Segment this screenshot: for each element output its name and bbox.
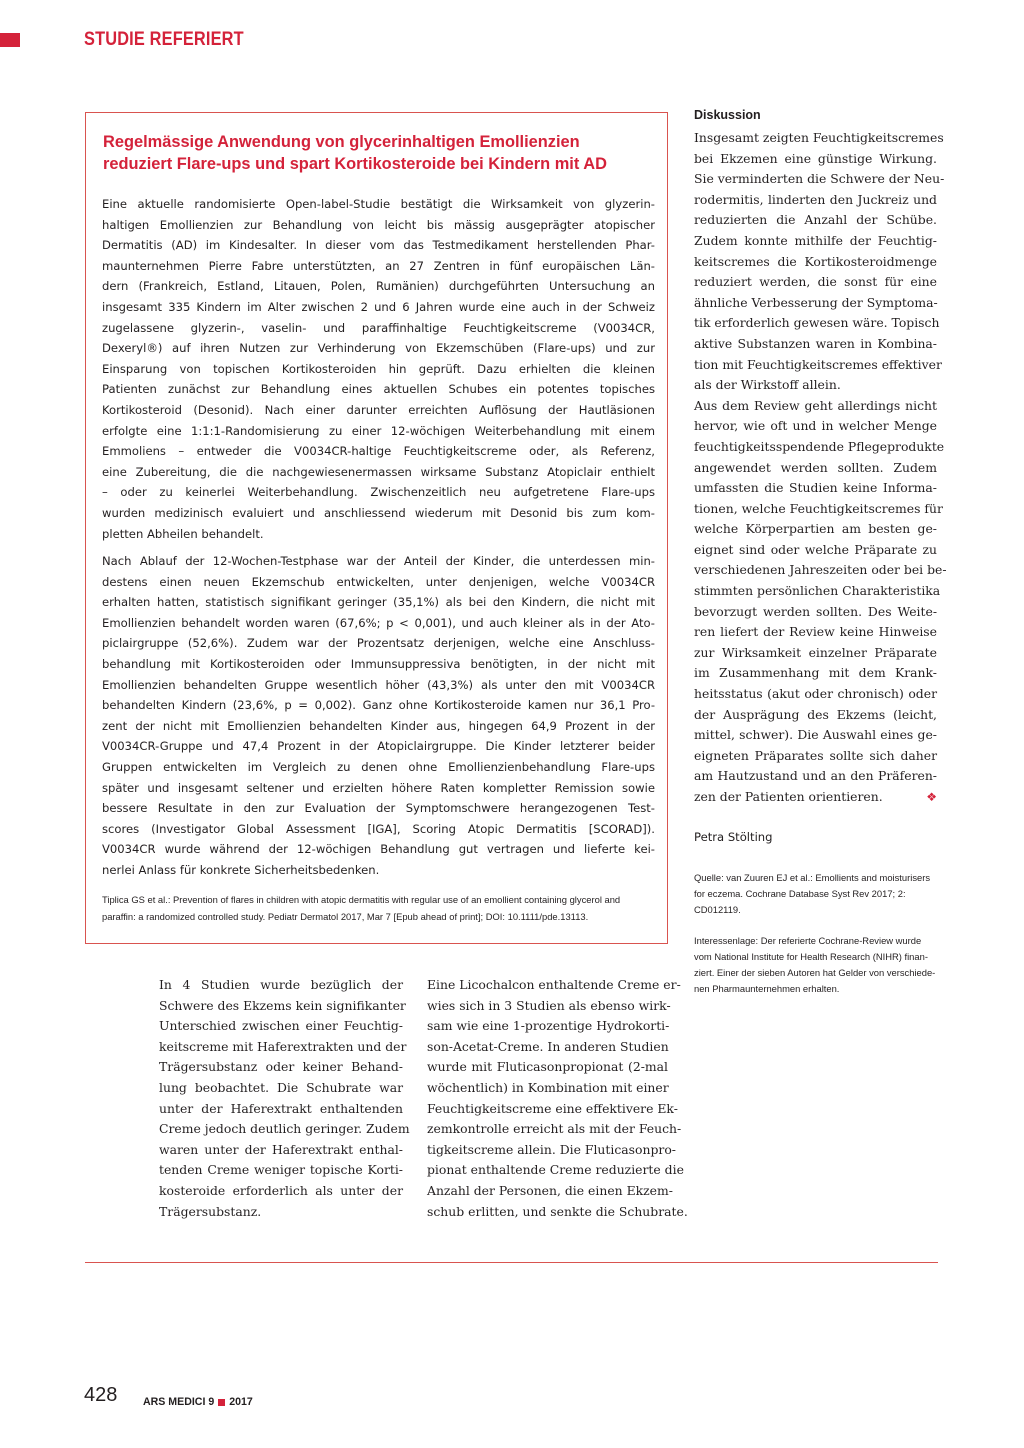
text-line: maunternehmen Pierre Fabre unterstützten, an 27 Zentren in fünf europäischen Län- [102,258,655,273]
column-left-text [159,975,410,1222]
text-line: Emmoliens – entweder die V0034CR-haltige Feuchtigkeitscreme oder, als Referenz, [102,444,655,459]
interest-note [694,933,937,997]
section-marker [0,33,20,47]
text-line: Nach Ablauf der 12-Wochen-Testphase war der Anteil der Kinder, die unterdessen min- [102,554,655,569]
text-line [694,787,937,808]
note-line: paraffin: a randomized controlled study. Pediatr Dermatol 2017, Mar 7 [Epub ahead of print]; DOI: 10.1111/pde.13113. [102,911,589,922]
bottom-divider [85,1262,938,1263]
text-line: zugelassene glyzerin-, vaselin- und paraffinhaltige Feuchtigkeitscreme (V0034CR, [102,320,655,335]
note-line: Tiplica GS et al.: Prevention of flares in children with atopic dermatitis with regular use of an emollient containing glycerol and [102,894,621,905]
text-line: tion mit Feuchtigkeitscremes effektiver [694,356,942,372]
text-line: wöchentlich) in Kombination mit einer [427,1079,669,1095]
text-line: lung beobachtet. Die Schubrate war [159,1079,403,1095]
text-line: Aus dem Review geht allerdings nicht [694,397,937,413]
text-line: behandelten Kindern (23,6%, p = 0,002). Ganz ohne Kortikosteroide kamen nur 36,1 Pro- [102,698,655,713]
text-line-content: zen der Patienten orientieren. [694,789,883,804]
text-line: mittel, schwer). Die Auswahl eines ge- [694,727,937,743]
text-line: pionat enthaltende Creme reduzierte die [427,1162,684,1178]
text-line: waren unter der Haferextrakt enthal- [159,1141,403,1157]
page-number: 428 [84,1384,118,1406]
text-line: bessere Resultate in den zur Evaluation der Symptomschwere herangezogenen Test- [102,801,655,816]
article-title [103,131,663,175]
text-line: verschiedenen Jahreszeiten oder bei be- [694,562,947,578]
text-line: piclairgruppe (52,6%). Zudem war der Prozentsatz derjenigen, welche eine Anschluss- [102,636,655,651]
text-line: aktive Substanzen waren in Kombina- [694,335,937,351]
discussion-text [694,128,947,808]
text-line: zent der nicht mit Emollienzien behandelten Kinder aus, hingegen 64,9 Prozent in der [102,718,655,733]
text-line: nerlei Anlass für konkrete Sicherheitsbedenken. [102,863,380,877]
journal-year: 2017 [229,1396,253,1408]
text-line: wurde mit Fluticasonpropionat (2-mal [427,1059,668,1075]
note-line: nen Pharmaunternehmen erhalten. [694,983,840,994]
text-line: unter der Haferextrakt enthaltenden [159,1100,403,1116]
text-line: Anzahl der Personen, die einen Ekzem- [427,1182,673,1198]
text-line: tenden Creme weniger topische Korti- [159,1162,403,1178]
discussion-paragraph [694,396,947,808]
text-line: tionen, welche Feuchtigkeitscremes für [694,500,943,516]
note-line: for eczema. Cochrane Database Syst Rev 2017; 2: [694,888,906,899]
text-line: son-Acetat-Creme. In anderen Studien [427,1038,669,1054]
text-line: haltigen Emollienzien zur Behandlung von leicht bis mässig ausgeprägter atopischer [102,217,655,232]
text-line: erfolgte eine 1:1:1-Randomisierung zu einer 12-wöchigen Weiterbehandlung mit einem [102,423,655,438]
text-line: Emollienzien behandelt worden waren (67,6%; p < 0,001), und auch kleiner als in der Ato- [102,615,655,630]
text-line: wies sich in 3 Studien als ebenso wirk- [427,997,671,1013]
note-line: Quelle: van Zuuren EJ et al.: Emollients and moisturisers [694,872,931,883]
footer-square [218,1399,225,1406]
text-line: der Ausprägung des Ekzems (leicht, [694,706,937,722]
article-reference [102,891,658,925]
article-paragraph [102,194,655,544]
column-middle-text [427,975,688,1222]
text-line: wurden medizinisch evaluiert und anschliessend wiederum mit Desonid bis zum kom- [102,505,655,520]
text-line: ähnliche Verbesserung der Symptoma- [694,294,938,310]
journal-footer [143,1396,253,1408]
text-line: kosteroide erforderlich als unter der [159,1182,403,1198]
text-line: schub erlitten, und senkte die Schubrate. [427,1203,688,1219]
text-line: Einsparung von topischen Kortikosteroiden hin geprüft. Dazu erhielten die kleinen [102,361,655,376]
text-line: später und insgesamt seltener und erzielten höhere Raten kompletter Remission sowie [102,780,655,795]
text-line: Unterschied zwischen einer Feuchtig- [159,1018,403,1034]
text-line: tigkeitscreme allein. Die Fluticasonpro- [427,1141,676,1157]
text-line: ren liefert der Review keine Hinweise [694,624,937,640]
text-line: Schwere des Ekzems kein signifikanter [159,997,406,1013]
article-paragraph [102,551,655,881]
text-line: Trägersubstanz oder keiner Behand- [159,1059,403,1075]
text-line: zemkontrolle erreicht als mit der Feuch- [427,1121,682,1137]
text-line: als der Wirkstoff allein. [694,377,841,393]
text-line: Creme jedoch deutlich geringer. Zudem [159,1121,410,1137]
text-line: bevorzugt werden sollten. Des Weite- [694,603,937,619]
text-line: Feuchtigkeitscreme eine effektivere Ek- [427,1100,678,1116]
text-line: Emollienzien behandelten Gruppe wesentlich höher (43,3%) als unter den mit V0034CR [102,677,655,692]
text-line: rodermitis, linderten den Juckreiz und [694,191,937,207]
text-line: insgesamt 335 Kindern im Alter zwischen 2 und 6 Jahren wurde eine auch in der Schweiz [102,299,655,314]
text-line: Insgesamt zeigten Feuchtigkeitscremes [694,130,944,145]
text-line: welche Körperpartien am besten ge- [694,521,937,537]
text-line: – oder zu keinerlei Weiterbehandlung. Zwischenzeitlich neu aufgetretene Flare-ups [102,485,655,500]
text-line: angewendet werden sollten. Zudem [694,459,937,475]
section-label: STUDIE REFERIERT [84,29,244,50]
journal-name: ARS MEDICI 9 [143,1396,215,1408]
text-line: tik erforderlich gewesen wäre. Topisch [694,315,940,331]
discussion-heading: Diskussion [694,108,761,122]
note-line: vom National Institute for Health Research (NIHR) finan- [694,951,928,962]
article-title-line: Regelmässige Anwendung von glycerinhaltigen Emollienzien [103,133,580,151]
author-name: Petra Stölting [694,830,773,844]
end-mark-icon: ❖ [926,790,937,804]
text-line: behandlung mit Kortikosteroiden oder Immunsuppressiva benötigten, in der nicht mit [102,657,655,672]
article-box [85,112,668,944]
source-note [694,870,937,918]
text-line: Eine aktuelle randomisierte Open-label-Studie bestätigt die Wirksamkeit von glyzerin- [102,197,655,211]
text-line: dern (Frankreich, Estland, Litauen, Polen, Rumänien) durchgeführten Untersuchung an [102,279,655,294]
text-line: hervor, wie oft und in welcher Menge [694,418,937,434]
text-line: scores (Investigator Global Assessment [IGA], Scoring Atopic Dermatitis [SCORAD]). [102,821,655,836]
text-line: zur Wirksamkeit einzelner Präparate [694,644,937,660]
text-line: Kortikosteroid (Desonid). Nach einer darunter erreichten Auflösung der Hautläsionen [102,402,655,417]
text-line: Dermatitis (AD) im Kindesalter. In dieser vom das Testmedikament herstellenden Phar- [102,238,655,253]
text-line: umfassten die Studien keine Informa- [694,480,937,496]
text-line: V0034CR-Gruppe und 47,4 Prozent in der Atopiclairgruppe. Die Kinder letzterer beider [102,739,655,754]
text-line: Patienten zunächst zur Behandlung eines aktuellen Schubes ein potentes topisches [102,382,655,397]
text-line: keitscreme mit Haferextrakten und der [159,1038,407,1054]
text-line: Sie verminderten die Schwere der Neu- [694,171,945,187]
article-title-line: reduziert Flare-ups und spart Kortikosteroide bei Kindern mit AD [103,155,607,173]
text-line: erhalten hatten, statistisch signifikant geringer (35,1%) als bei den Kindern, die nicht mit [102,595,655,610]
text-line: eine Zubereitung, die die nachgewiesenermassen wirksame Substanz Atopiclair enthielt [102,464,655,479]
discussion-paragraph [694,128,945,396]
text-line: In 4 Studien wurde bezüglich der [159,977,403,992]
text-line: V0034CR wurde während der 12-wöchigen Behandlung gut vertragen und lieferte kei- [102,842,655,857]
text-line: sam wie eine 1-prozentige Hydrokorti- [427,1018,670,1034]
note-line: Interessenlage: Der referierte Cochrane-Review wurde [694,935,922,946]
text-line: Dexeryl®) auf ihren Nutzen zur Verhinderung von Ekzemschüben (Flare-ups) und zur [102,341,655,356]
note-line: ziert. Einer der sieben Autoren hat Gelder von verschiede- [694,967,936,978]
text-line: eigneten Präparates sollte sich daher [694,747,937,763]
text-line: pletten Abheilen behandelt. [102,526,264,541]
text-line: Eine Licochalcon enthaltende Creme er- [427,977,681,992]
text-line: Trägersubstanz. [159,1203,262,1219]
text-line: am Hautzustand und an den Präferen- [694,768,937,784]
text-line: Zudem konnte mithilfe der Feuchtig- [694,232,937,248]
text-line: bei Ekzemen eine günstige Wirkung. [694,150,937,166]
text-line: destens einen neuen Ekzemschub entwickelten, unter denjenigen, welche V0034CR [102,574,655,589]
text-line: heitsstatus (akut oder chronisch) oder [694,686,937,702]
text-line: eignet sind oder welche Präparate zu [694,541,937,557]
article-body [102,194,655,881]
text-line: stimmten persönlichen Charakteristika [694,583,941,599]
text-line: keitscremes die Kortikosteroidmenge [694,253,937,269]
text-line: reduziert werden, die sonst für eine [694,274,937,290]
text-line: im Zusammenhang mit dem Krank- [694,665,937,681]
text-line: Gruppen entwickelten im Vergleich zu denen ohne Emollienzienbehandlung Flare-ups [102,760,655,775]
text-line: reduzierten die Anzahl der Schübe. [694,212,937,228]
note-line: CD012119. [694,904,741,915]
text-line: feuchtigkeitsspendende Pflegeprodukte [694,438,945,454]
